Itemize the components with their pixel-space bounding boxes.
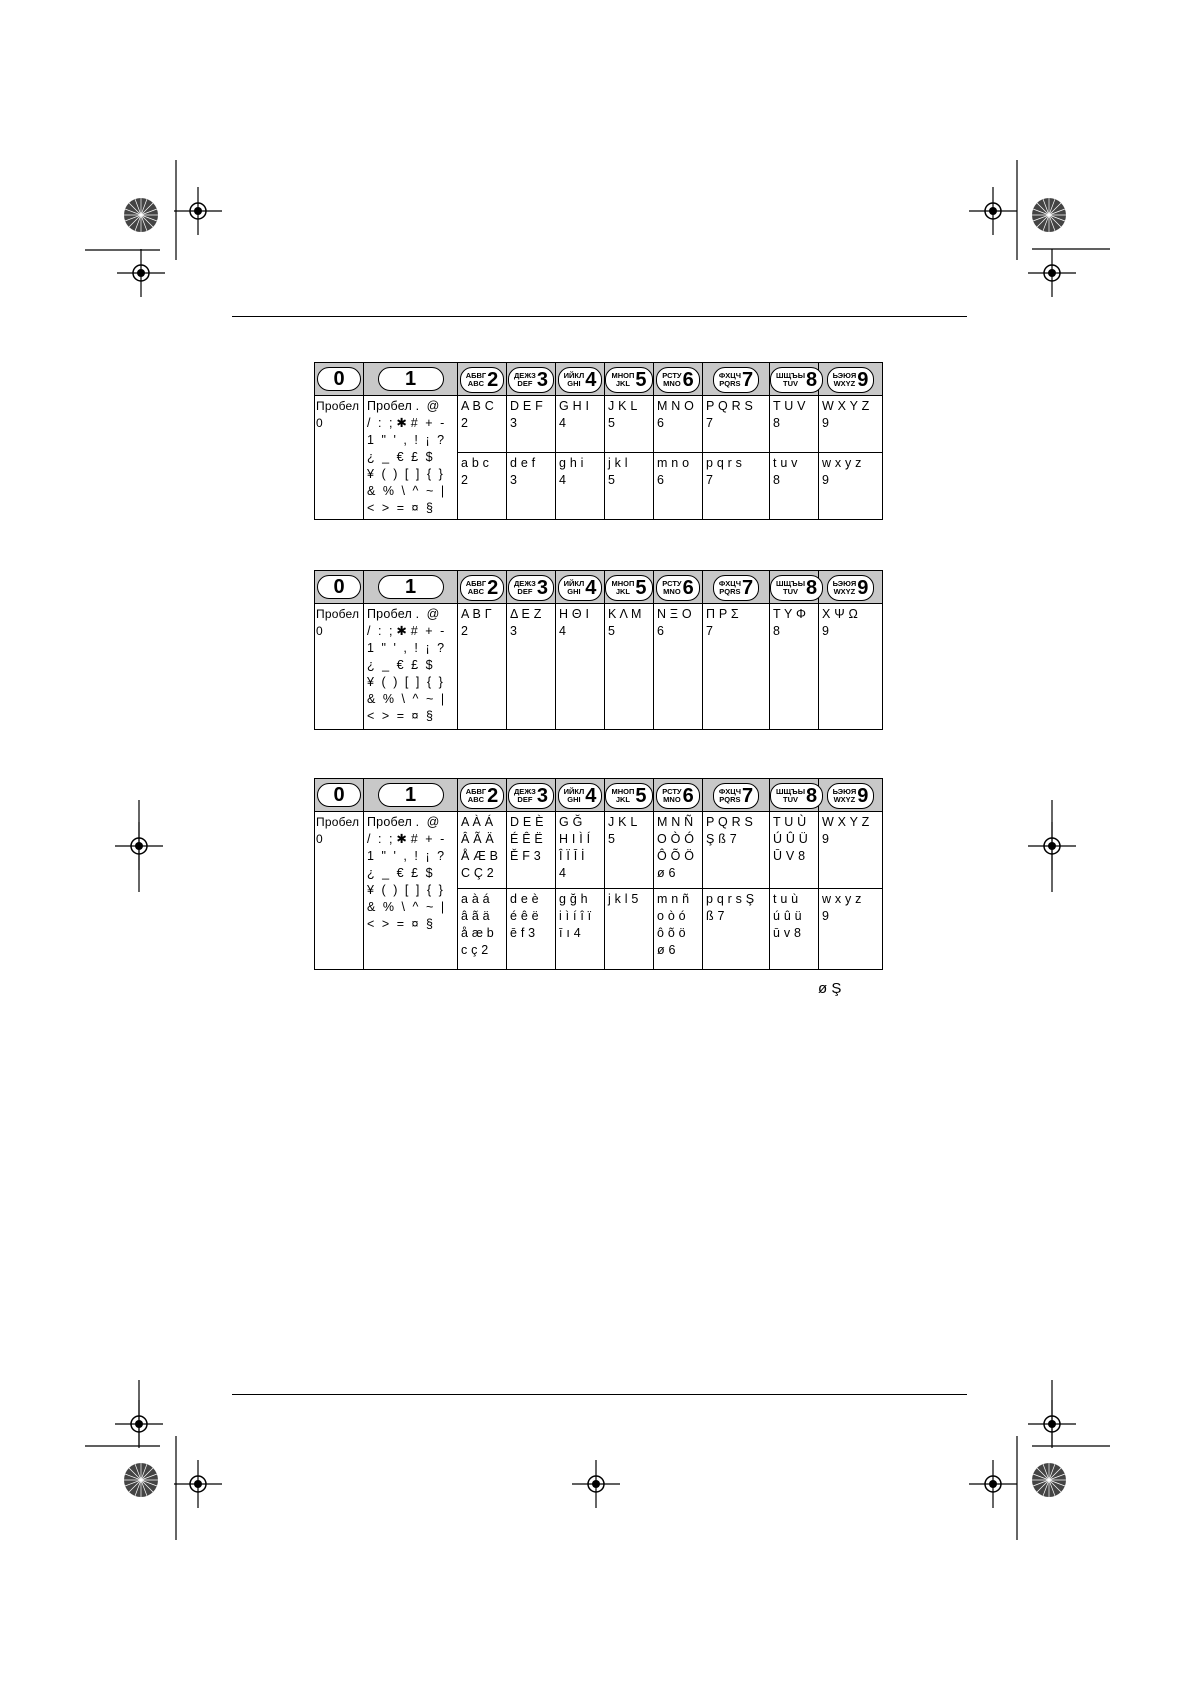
key-9-icon: ЬЭЮЯ WXYZ 9 [827,783,875,809]
key-4-icon: ИЙКЛ GHI 4 [558,575,603,601]
key-4-icon: ИЙКЛ GHI 4 [558,783,603,809]
key-7-icon: ФХЦЧ PQRS 7 [713,783,759,809]
greek-4-cell: Η Θ Ι 4 [556,604,605,730]
key-header-row [315,571,883,604]
greek-9-cell: Χ Ψ Ω 9 [819,604,883,730]
key-8-icon: ШЩЪЫ TUV 8 [770,783,823,809]
symbols-key-value: Пробел . @ / : ; ✱ # + - 1 " ' , ! ¡ ? ¿ _ € £ $ ¥ ( ) [ ] { } & % \ ^ ~ | < > = ¤ § [367,815,445,931]
footnote: ø Ş [818,980,842,997]
key-2-icon: АБВГ ABC 2 [460,575,505,601]
greek-8-cell: Τ Υ Φ 8 [770,604,819,730]
lower-7-cell: p q r s Ş ß 7 [703,889,770,970]
key-2-cell [458,363,507,396]
key-5-icon: МНОП JKL 5 [605,783,652,809]
space-key-value: Пробел 0 [316,815,360,846]
lower-8-cell: t u ù ú û ü ū v 8 [770,889,819,970]
lower-9-cell: w x y z 9 [819,453,883,520]
space-key-value: Пробел 0 [316,607,360,638]
key-7-icon: ФХЦЧ PQRS 7 [713,367,759,393]
key-5-cell [605,571,654,604]
upper-6-cell: M N Ñ O Ò Ó Ô Õ Ö ø 6 [654,812,703,889]
char-table-1 [314,362,883,520]
key-7-cell [703,363,770,396]
upper-5-cell: J K L 5 [605,396,654,453]
greek-2-cell: Α Β Γ 2 [458,604,507,730]
key-7-icon: ФХЦЧ PQRS 7 [713,575,759,601]
key-1-cell [364,779,458,812]
key-9-icon: ЬЭЮЯ WXYZ 9 [827,575,875,601]
key-6-cell [654,571,703,604]
lower-5-cell: j k l 5 [605,889,654,970]
key-3-icon: ДЕЖЗ DEF 3 [508,367,554,393]
lower-3-cell: d e è é ê ë ē f 3 [507,889,556,970]
key-0-icon: 0 [317,367,361,391]
key-3-icon: ДЕЖЗ DEF 3 [508,575,554,601]
key-0-cell [315,779,364,812]
key-0-cell [315,363,364,396]
key-4-cell [556,363,605,396]
upper-7-cell: P Q R S Ş ß 7 [703,812,770,889]
lower-4-cell: g ğ h i ì í î ï ī ı 4 [556,889,605,970]
key-4-icon: ИЙКЛ GHI 4 [558,367,603,393]
symbols-cell [364,396,458,520]
key-4-cell [556,571,605,604]
space-cell [315,396,364,520]
key-2-icon: АБВГ ABC 2 [460,367,505,393]
key-9-cell [819,779,883,812]
key-1-icon: 1 [378,783,444,807]
upper-8-cell: T U Ù Ú Û Ü Ū V 8 [770,812,819,889]
lower-3-cell: d e f 3 [507,453,556,520]
symbols-key-value: Пробел . @ / : ; ✱ # + - 1 " ' , ! ¡ ? ¿ _ € £ $ ¥ ( ) [ ] { } & % \ ^ ~ | < > = ¤ § [367,399,445,515]
symbols-cell [364,812,458,970]
key-8-icon: ШЩЪЫ TUV 8 [770,367,823,393]
lower-6-cell: m n o 6 [654,453,703,520]
lower-8-cell: t u v 8 [770,453,819,520]
symbols-key-value: Пробел . @ / : ; ✱ # + - 1 " ' , ! ¡ ? ¿ _ € £ $ ¥ ( ) [ ] { } & % \ ^ ~ | < > = ¤ § [367,607,445,723]
key-8-cell [770,779,819,812]
key-0-icon: 0 [317,575,361,599]
lower-9-cell: w x y z 9 [819,889,883,970]
greek-6-cell: Ν Ξ Ο 6 [654,604,703,730]
greek-7-cell: Π Ρ Σ 7 [703,604,770,730]
lower-2-cell: a b c 2 [458,453,507,520]
key-1-cell [364,363,458,396]
key-2-cell [458,571,507,604]
key-3-cell [507,779,556,812]
upper-9-cell: W X Y Z 9 [819,396,883,453]
key-8-icon: ШЩЪЫ TUV 8 [770,575,823,601]
upper-4-cell: G Ğ H I Ì Í Î Ï Ī İ 4 [556,812,605,889]
key-5-icon: МНОП JKL 5 [605,575,652,601]
key-header-row [315,363,883,396]
upper-7-cell: P Q R S 7 [703,396,770,453]
key-0-cell [315,571,364,604]
space-key-value: Пробел 0 [316,399,360,430]
upper-5-cell: J K L 5 [605,812,654,889]
space-cell [315,812,364,970]
key-7-cell [703,571,770,604]
key-3-cell [507,363,556,396]
key-8-cell [770,571,819,604]
upper-2-cell: A B C 2 [458,396,507,453]
upper-8-cell: T U V 8 [770,396,819,453]
key-3-icon: ДЕЖЗ DEF 3 [508,783,554,809]
upper-4-cell: G H I 4 [556,396,605,453]
key-9-icon: ЬЭЮЯ WXYZ 9 [827,367,875,393]
symbols-cell [364,604,458,730]
key-5-cell [605,779,654,812]
space-cell [315,604,364,730]
upper-3-cell: D E È É Ê Ë Ě F 3 [507,812,556,889]
upper-2-cell: A À Á Â Ã Ä Å Æ B C Ç 2 [458,812,507,889]
key-4-cell [556,779,605,812]
char-table-2 [314,570,883,730]
upper-9-cell: W X Y Z 9 [819,812,883,889]
key-2-icon: АБВГ ABC 2 [460,783,505,809]
key-1-icon: 1 [378,367,444,391]
key-6-icon: РСТУ MNO 6 [656,367,699,393]
upper-6-cell: M N O 6 [654,396,703,453]
key-3-cell [507,571,556,604]
key-9-cell [819,363,883,396]
lower-5-cell: j k l 5 [605,453,654,520]
lower-7-cell: p q r s 7 [703,453,770,520]
key-6-icon: РСТУ MNO 6 [656,783,699,809]
key-5-cell [605,363,654,396]
lower-4-cell: g h i 4 [556,453,605,520]
greek-5-cell: Κ Λ Μ 5 [605,604,654,730]
key-8-cell [770,363,819,396]
key-0-icon: 0 [317,783,361,807]
lower-6-cell: m n ñ o ò ó ô õ ö ø 6 [654,889,703,970]
key-6-cell [654,779,703,812]
key-7-cell [703,779,770,812]
key-1-icon: 1 [378,575,444,599]
key-6-cell [654,363,703,396]
key-2-cell [458,779,507,812]
lower-2-cell: a à á â ã ä å æ b c ç 2 [458,889,507,970]
char-table-3 [314,778,883,970]
key-1-cell [364,571,458,604]
key-header-row [315,779,883,812]
greek-3-cell: Δ Ε Ζ 3 [507,604,556,730]
key-5-icon: МНОП JKL 5 [605,367,652,393]
key-9-cell [819,571,883,604]
key-6-icon: РСТУ MNO 6 [656,575,699,601]
upper-3-cell: D E F 3 [507,396,556,453]
